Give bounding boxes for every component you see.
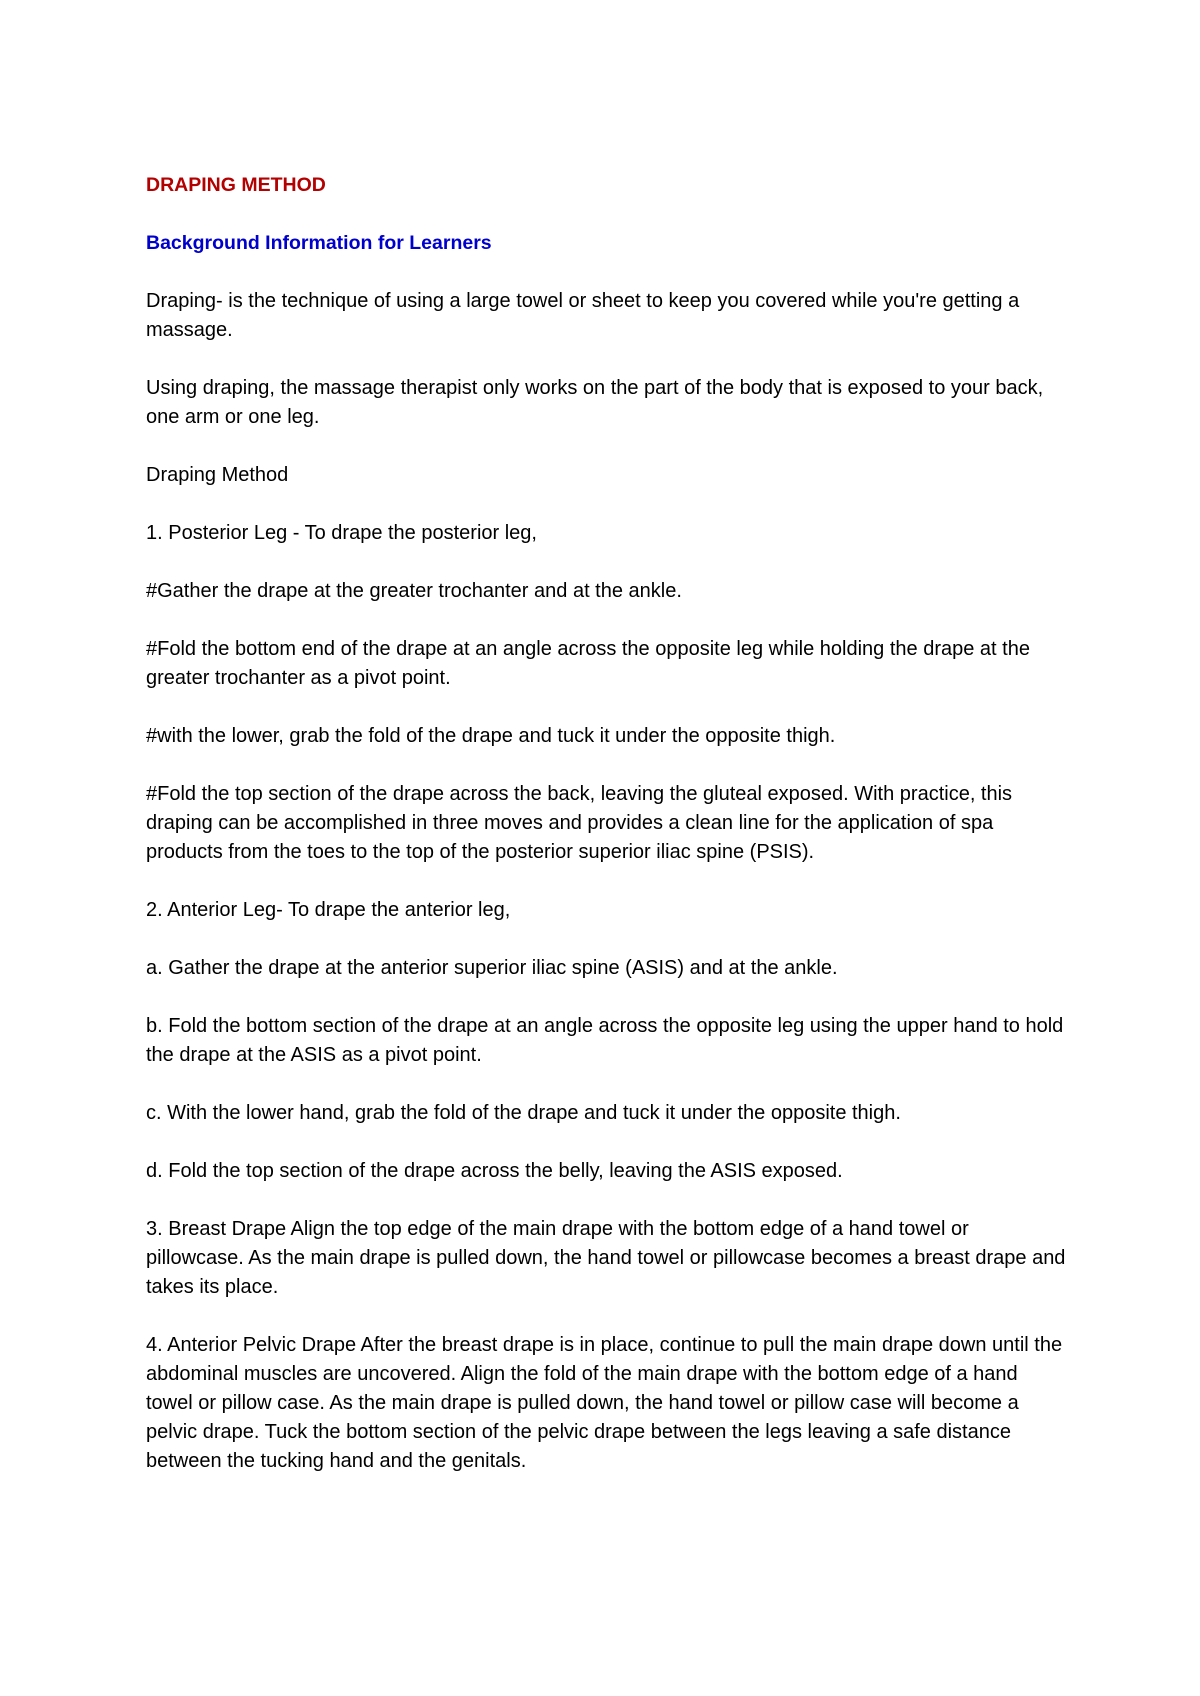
document-subtitle: Background Information for Learners xyxy=(146,232,492,254)
paragraph-definition: Draping- is the technique of using a large towel or sheet to keep you covered while you're getting a massage. xyxy=(146,290,1020,341)
section-heading-draping-method: Draping Method xyxy=(146,464,289,486)
paragraph-posterior-step-4: #Fold the top section of the drape across the back, leaving the gluteal exposed. With practice, this draping can be accomplished in three moves and provides a clean line for the application of spa products from the toes to the top of the posterior superior iliac spine (PSIS). xyxy=(146,783,1013,863)
paragraph-anterior-step-d: d. Fold the top section of the drape across the belly, leaving the ASIS exposed. xyxy=(146,1160,843,1182)
paragraph-posterior-step-1: #Gather the drape at the greater trochanter and at the ankle. xyxy=(146,580,682,602)
paragraph-anterior-leg: 2. Anterior Leg- To drape the anterior leg, xyxy=(146,899,511,921)
document-title: DRAPING METHOD xyxy=(146,174,326,196)
paragraph-posterior-step-2: #Fold the bottom end of the drape at an angle across the opposite leg while holding the drape at the greater trochanter as a pivot point. xyxy=(146,638,1030,689)
paragraph-usage: Using draping, the massage therapist only works on the part of the body that is exposed to your back, one arm or one leg. xyxy=(146,377,1044,428)
paragraph-anterior-step-c: c. With the lower hand, grab the fold of the drape and tuck it under the opposite thigh. xyxy=(146,1102,901,1124)
paragraph-anterior-pelvic-drape: 4. Anterior Pelvic Drape After the breast drape is in place, continue to pull the main drape down until the abdominal muscles are uncovered. Align the fold of the main drape with the bottom edge of a hand towel or pillow case. As the main drape is pulled down, the hand towel or pillow case will become a pelvic drape. Tuck the bottom section of the pelvic drape between the legs leaving a safe distance between the tucking hand and the genitals. xyxy=(146,1334,1063,1472)
paragraph-anterior-step-a: a. Gather the drape at the anterior superior iliac spine (ASIS) and at the ankle. xyxy=(146,957,838,979)
paragraph-breast-drape: 3. Breast Drape Align the top edge of the main drape with the bottom edge of a hand towel or pillowcase. As the main drape is pulled down, the hand towel or pillowcase becomes a breast drape and takes its place. xyxy=(146,1218,1066,1298)
paragraph-posterior-leg: 1. Posterior Leg - To drape the posterior leg, xyxy=(146,522,537,544)
paragraph-posterior-step-3: #with the lower, grab the fold of the drape and tuck it under the opposite thigh. xyxy=(146,725,836,747)
paragraph-anterior-step-b: b. Fold the bottom section of the drape at an angle across the opposite leg using the upper hand to hold the drape at the ASIS as a pivot point. xyxy=(146,1015,1064,1066)
document-page xyxy=(146,171,1066,1505)
